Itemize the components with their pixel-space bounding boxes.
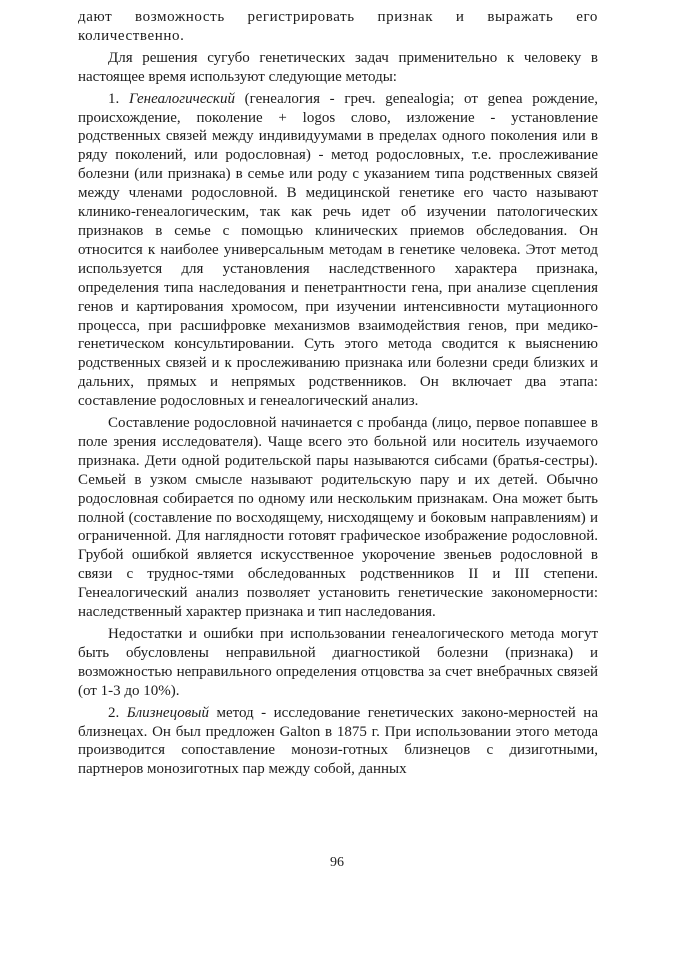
paragraph-genealogical-method: [78, 90, 598, 411]
paragraph-text: Для решения сугубо генетических задач применительно к человеку в настоящее время используют следующие методы:: [78, 49, 598, 85]
page-body-text: [78, 8, 598, 782]
paragraph-twin-method: [78, 704, 598, 780]
list-number: 1.: [108, 90, 129, 107]
paragraph-pedigree-compilation: [78, 414, 598, 622]
method-term: Генеалогический: [128, 90, 235, 107]
paragraph-text: (генеалогия - греч. genealogia; от genea рождение, происхождение, поколение + logos слово, изложение - установление родственных связей между индивидуумами в пределах одного поколения или в ряду поколений, или родословная) - метод родословных, т.е. прослеживание болезни (или признака) в семье или роду с указанием типа родственных связей между членами родословной. В медицинской генетике его часто называют клинико-генеалогическим, так как речь идет об изучении патологических признаков в семье с помощью клинических приемов обследования. Он относится к наиболее универсальным методам в генетике человека. Этот метод используется для установления наследственного характера признака, определения типа наследования и пенетрантности гена, при анализе сцепления генов и картирования хромосом, при изучении интенсивности мутационного процесса, при расшифровке механизмов взаимодействия генов, при медико-генетическом консультировании. Суть этого метода сводится к выяснению родственных связей и к прослеживанию признака или болезни среди близких и дальних, прямых и непрямых родственников. Он включает два этапа: составление родословных и генеалогический анализ.: [78, 90, 598, 410]
paragraph-text: метод - исследование генетических законо-мерностей на близнецах. Он был предложен Galton в 1875 г. При использовании этого метода производится сопоставление монози-готных близнецов с дизиготными, партнеров монозиготных пар между собой, данных: [78, 704, 598, 778]
method-term: Близнецовый: [126, 704, 209, 721]
paragraph-continuation: [78, 8, 598, 46]
paragraph-text: Составление родословной начинается с пробанда (лицо, первое попавшее в поле зрения исследователя). Чаще всего это больной или носитель изучаемого признака. Дети одной родительской пары называются сибсами (братья-сестры). Семьей в узком смысле называют родительскую пару и их детей. Обычно родословная собирается по одному или нескольким признакам. Она может быть полной (составление по восходящему, нисходящему и боковым направлениям) и ограниченной. Для наглядности готовят графическое изображение родословной. Грубой ошибкой является искусственное укорочение звеньев родословной в связи с труднос-тями обследованных родственников II и III степени. Генеалогический анализ позволяет установить генетические закономерности: наследственный характер признака и тип наследования.: [78, 415, 598, 621]
page-number: 96: [330, 855, 344, 870]
paragraph-methods-intro: [78, 49, 598, 87]
list-number: 2.: [108, 704, 127, 721]
paragraph-method-limitations: [78, 625, 598, 701]
paragraph-text: дают возможность регистрировать признак и выражать его количественно.: [78, 9, 598, 44]
paragraph-text: Недостатки и ошибки при использовании генеалогического метода могут быть обусловлены неправильной диагностикой болезни (признака) и возможностью неправильного определения отцовства за счет внебрачных связей (от 1-3 до 10%).: [78, 626, 598, 699]
